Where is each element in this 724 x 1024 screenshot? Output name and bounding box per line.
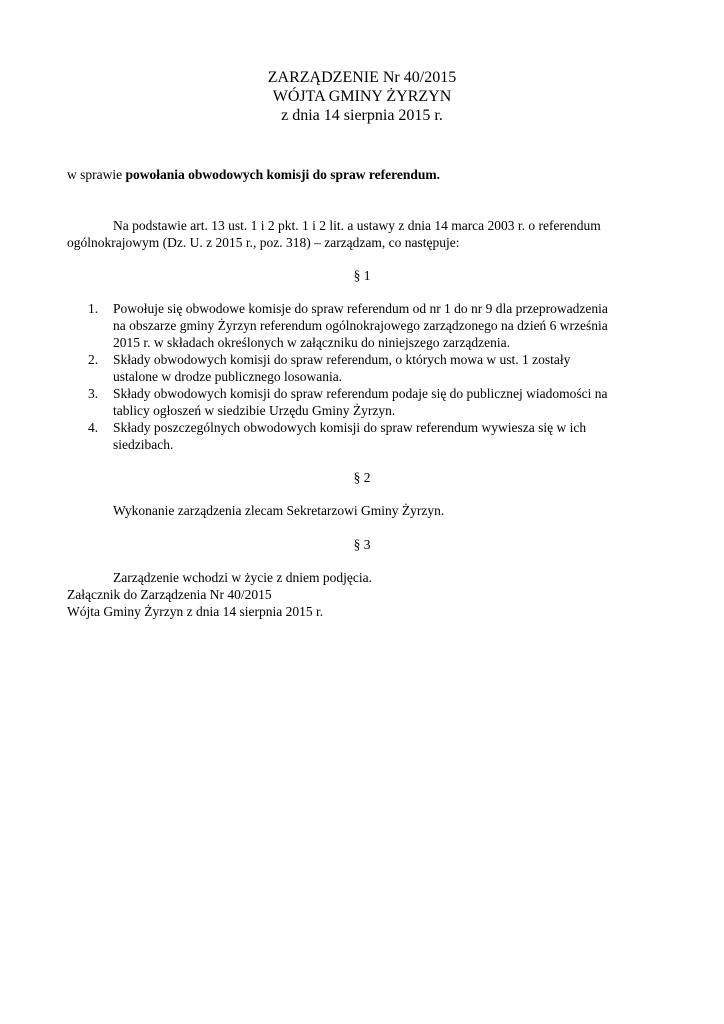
list-item-number: 1. (88, 301, 99, 316)
legal-basis (67, 217, 657, 251)
list-item-line: tablicy ogłoszeń w siedzibie Urzędu Gminy Żyrzyn. (113, 403, 396, 418)
document-title: ZARZĄDZENIE Nr 40/2015 (267, 69, 457, 86)
document-issuer: WÓJTA GMINY ŻYRZYN (272, 88, 452, 105)
document-date: z dnia 14 sierpnia 2015 r. (281, 107, 443, 124)
section-3-text: Zarządzenie wchodzi w życie z dniem podjęcia. (113, 570, 372, 585)
list-item-line: siedzibach. (113, 437, 174, 452)
list-item-line: Składy poszczególnych obwodowych komisji do spraw referendum wywiesza się w ich (113, 420, 587, 435)
document-header (0, 68, 724, 125)
section-3-heading: § 3 (353, 537, 371, 552)
section-2-heading: § 2 (353, 470, 371, 485)
list-item (84, 419, 664, 453)
list-item-line: ustalone w drodze publicznego losowania. (113, 369, 343, 384)
section-2-text: Wykonanie zarządzenia zlecam Sekretarzowi Gminy Żyrzyn. (113, 503, 445, 518)
list-item-line: Składy obwodowych komisji do spraw referendum podaje się do publicznej wiadomości na (113, 386, 608, 401)
legal-basis-line-1: Na podstawie art. 13 ust. 1 i 2 pkt. 1 i 2 lit. a ustawy z dnia 14 marca 2003 r. o referendum (113, 218, 601, 233)
subject-bold: powołania obwodowych komisji do spraw referendum. (125, 167, 441, 182)
attachment-note-line-2: Wójta Gminy Żyrzyn z dnia 14 sierpnia 2015 r. (67, 604, 324, 619)
list-item-line: 2015 r. w składach określonych w załączniku do niniejszego zarządzenia. (113, 335, 510, 350)
list-item (84, 351, 664, 385)
list-item (84, 300, 664, 351)
list-item-line: Składy obwodowych komisji do spraw referendum, o których mowa w ust. 1 zostały (113, 352, 571, 367)
list-item (84, 385, 664, 419)
list-item-line: Powołuje się obwodowe komisje do spraw referendum od nr 1 do nr 9 dla przeprowadzenia (113, 301, 608, 316)
legal-basis-line-2: ogólnokrajowym (Dz. U. z 2015 r., poz. 318) – zarządzam, co następuje: (67, 235, 460, 250)
section-1-list (84, 300, 664, 453)
list-item-number: 4. (88, 420, 99, 435)
section-1-heading: § 1 (353, 268, 371, 283)
subject-prefix: w sprawie (67, 167, 126, 182)
list-item-line: na obszarze gminy Żyrzyn referendum ogólnokrajowego zarządzonego na dzień 6 września (113, 318, 608, 333)
list-item-number: 3. (88, 386, 99, 401)
attachment-note-line-1: Załącznik do Zarządzenia Nr 40/2015 (67, 587, 272, 602)
list-item-number: 2. (88, 352, 99, 367)
attachment-note (67, 586, 323, 620)
document-subject (67, 166, 440, 183)
